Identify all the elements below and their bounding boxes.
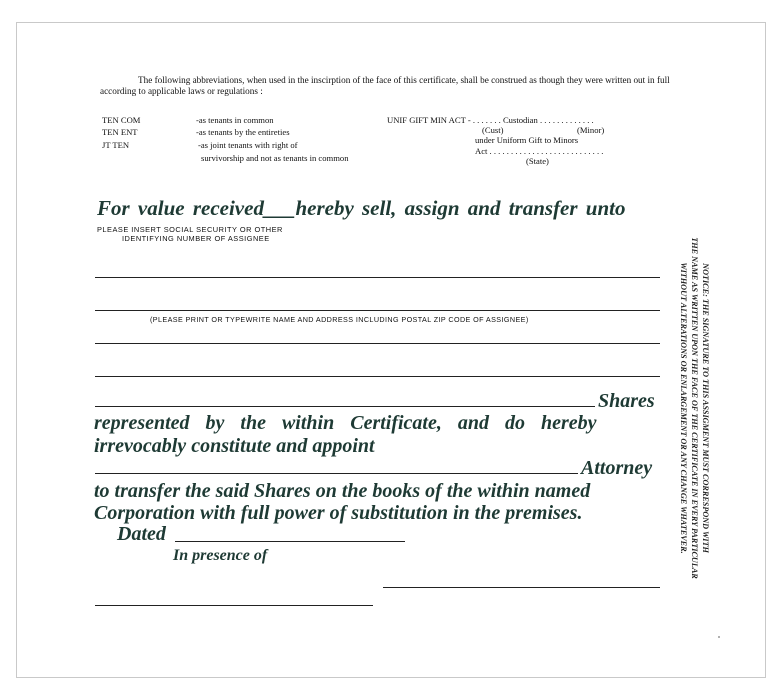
ssn-label-line-2: IDENTIFYING NUMBER OF ASSIGNEE <box>122 234 270 243</box>
notice-line-1: NOTICE: THE SIGNATURE TO THIS ASSIGMENT MUST CORRESPOND WITH <box>701 263 710 553</box>
abbr-code-ten-com: TEN COM <box>102 115 141 125</box>
irrevocably-text: irrevocably constitute and appoint <box>94 435 375 457</box>
abbr-code-jt-ten: JT TEN <box>102 140 130 150</box>
unif-under-line: under Uniform Gift to Minors <box>475 135 579 145</box>
assignee-address-line-2[interactable] <box>95 376 660 377</box>
transfer-text: to transfer the said Shares on the books of the within named <box>94 480 591 502</box>
abbr-meaning-jt-ten: -as joint tenants with right of <box>198 140 298 150</box>
corporation-text: Corporation with full power of substitution in the premises. <box>94 502 583 524</box>
unif-gift-line: UNIF GIFT MIN ACT - . . . . . . . Custodian . . . . . . . . . . . . . <box>387 115 594 125</box>
notice-line-3: WITHOUT ALTERATIONS OR ENLARGEMENT OR ANY CHANGE WHATEVER. <box>679 262 688 554</box>
attorney-name-line[interactable] <box>95 473 578 474</box>
notice-line-2: THE NAME AS WRITTEN UPON THE FACE OF THE CERTIFICATE IN EVERY PARTICULAR <box>690 237 699 579</box>
abbr-meaning-ten-ent: -as tenants by the entireties <box>196 127 290 137</box>
unif-cust-label: (Cust) <box>482 125 504 135</box>
dated-label: Dated <box>117 523 166 545</box>
date-line[interactable] <box>175 541 405 542</box>
witness-signature-line[interactable] <box>95 605 373 606</box>
unif-state-label: (State) <box>526 156 549 166</box>
presence-label: In presence of <box>173 547 268 564</box>
print-name-address-label: (PLEASE PRINT OR TYPEWRITE NAME AND ADDRESS INCLUDING POSTAL ZIP CODE OF ASSIGNEE) <box>150 315 529 324</box>
shares-quantity-line[interactable] <box>95 406 595 407</box>
unif-act-line: Act . . . . . . . . . . . . . . . . . . . . . . . . . . . <box>475 146 604 156</box>
abbr-code-ten-ent: TEN ENT <box>102 127 138 137</box>
scan-speck <box>718 636 720 638</box>
signature-line[interactable] <box>383 587 660 588</box>
value-received-heading: For value received___hereby sell, assign and transfer unto <box>97 196 626 220</box>
unif-minor-label: (Minor) <box>577 125 605 135</box>
intro-text: The following abbreviations, when used in the inscirption of the face of this certificate, shall be construed as though they were written out in full according to applicable laws or regulations : <box>100 75 670 96</box>
assignee-name-line[interactable] <box>95 310 660 311</box>
assignee-ssn-line[interactable] <box>95 277 660 278</box>
attorney-label: Attorney <box>581 457 653 479</box>
shares-label: Shares <box>598 390 655 412</box>
assignee-address-line-1[interactable] <box>95 343 660 344</box>
abbr-jt-continuation: survivorship and not as tenants in common <box>201 153 349 163</box>
abbr-meaning-ten-com: -as tenants in common <box>196 115 274 125</box>
represented-text: represented by the within Certificate, and do hereby <box>94 412 597 434</box>
ssn-label-line-1: PLEASE INSERT SOCIAL SECURITY OR OTHER <box>97 225 283 234</box>
